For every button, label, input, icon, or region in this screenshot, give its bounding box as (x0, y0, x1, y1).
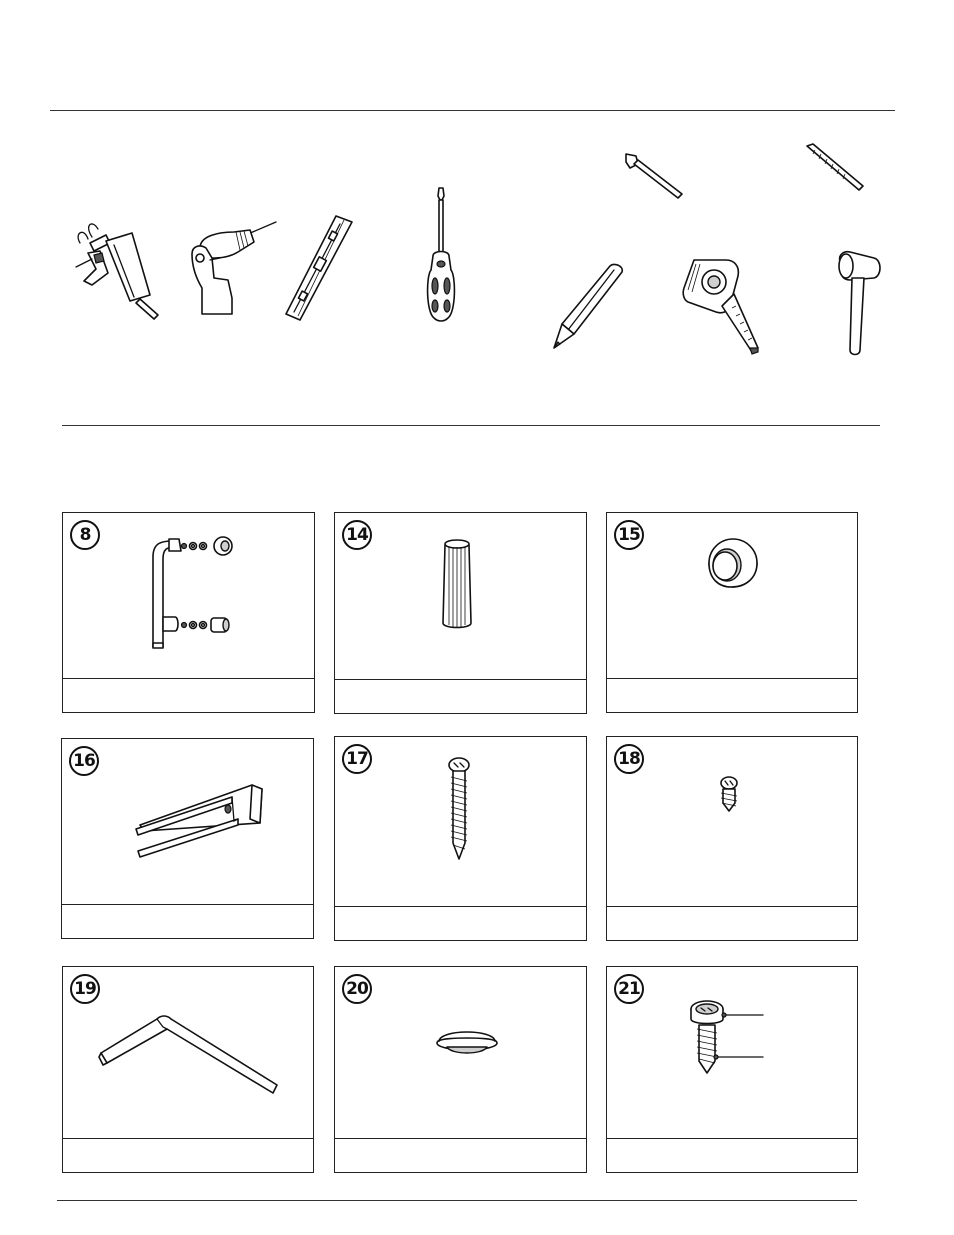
part-card-16 (61, 738, 314, 939)
rubber-mallet-icon (834, 250, 882, 360)
tile-drill-bit-icon (622, 150, 686, 200)
part-number-badge: 14 (342, 520, 372, 550)
part-number-badge: 15 (614, 520, 644, 550)
part-card-20 (334, 966, 587, 1173)
short-screw-icon (607, 737, 859, 907)
slotted-bracket-icon (62, 739, 315, 907)
part-caption-area (335, 679, 586, 713)
part-caption-area (335, 1138, 586, 1172)
bottom-divider (57, 1200, 857, 1201)
part-number-badge: 16 (69, 746, 99, 776)
cover-cap-icon (607, 513, 859, 681)
part-number-badge: 18 (614, 744, 644, 774)
part-card-21 (606, 966, 858, 1173)
part-caption-area (63, 1138, 313, 1172)
part-number-badge: 8 (70, 520, 100, 550)
part-number-badge: 21 (614, 974, 644, 1004)
screw-with-washer-icon (607, 967, 859, 1141)
part-caption-area (607, 1138, 857, 1172)
phillips-screwdriver-icon (424, 186, 458, 322)
dome-cap-icon (335, 967, 588, 1141)
top-divider (50, 110, 895, 111)
part-card-8 (62, 512, 315, 713)
tape-measure-icon (682, 256, 762, 356)
part-caption-area (62, 904, 313, 938)
part-number-badge: 20 (342, 974, 372, 1004)
part-number-badge: 17 (342, 744, 372, 774)
part-caption-area (607, 906, 857, 940)
masonry-drill-bit-icon (803, 142, 867, 194)
part-caption-area (335, 906, 586, 940)
wall-plug-icon (335, 513, 588, 681)
part-card-18 (606, 736, 858, 941)
part-card-19 (62, 966, 314, 1173)
tools-divider (62, 425, 880, 426)
part-card-17 (334, 736, 587, 941)
part-card-15 (606, 512, 858, 713)
pencil-icon (552, 262, 626, 350)
part-caption-area (607, 678, 857, 712)
part-caption-area (63, 678, 314, 712)
caulking-gun-icon (70, 215, 165, 320)
part-number-badge: 19 (70, 974, 100, 1004)
spirit-level-icon (282, 212, 357, 324)
part-card-14 (334, 512, 587, 714)
long-screw-icon (335, 737, 588, 907)
hex-key-icon (63, 967, 315, 1141)
power-drill-icon (188, 218, 278, 318)
towel-bar-with-fittings-icon (63, 513, 316, 681)
